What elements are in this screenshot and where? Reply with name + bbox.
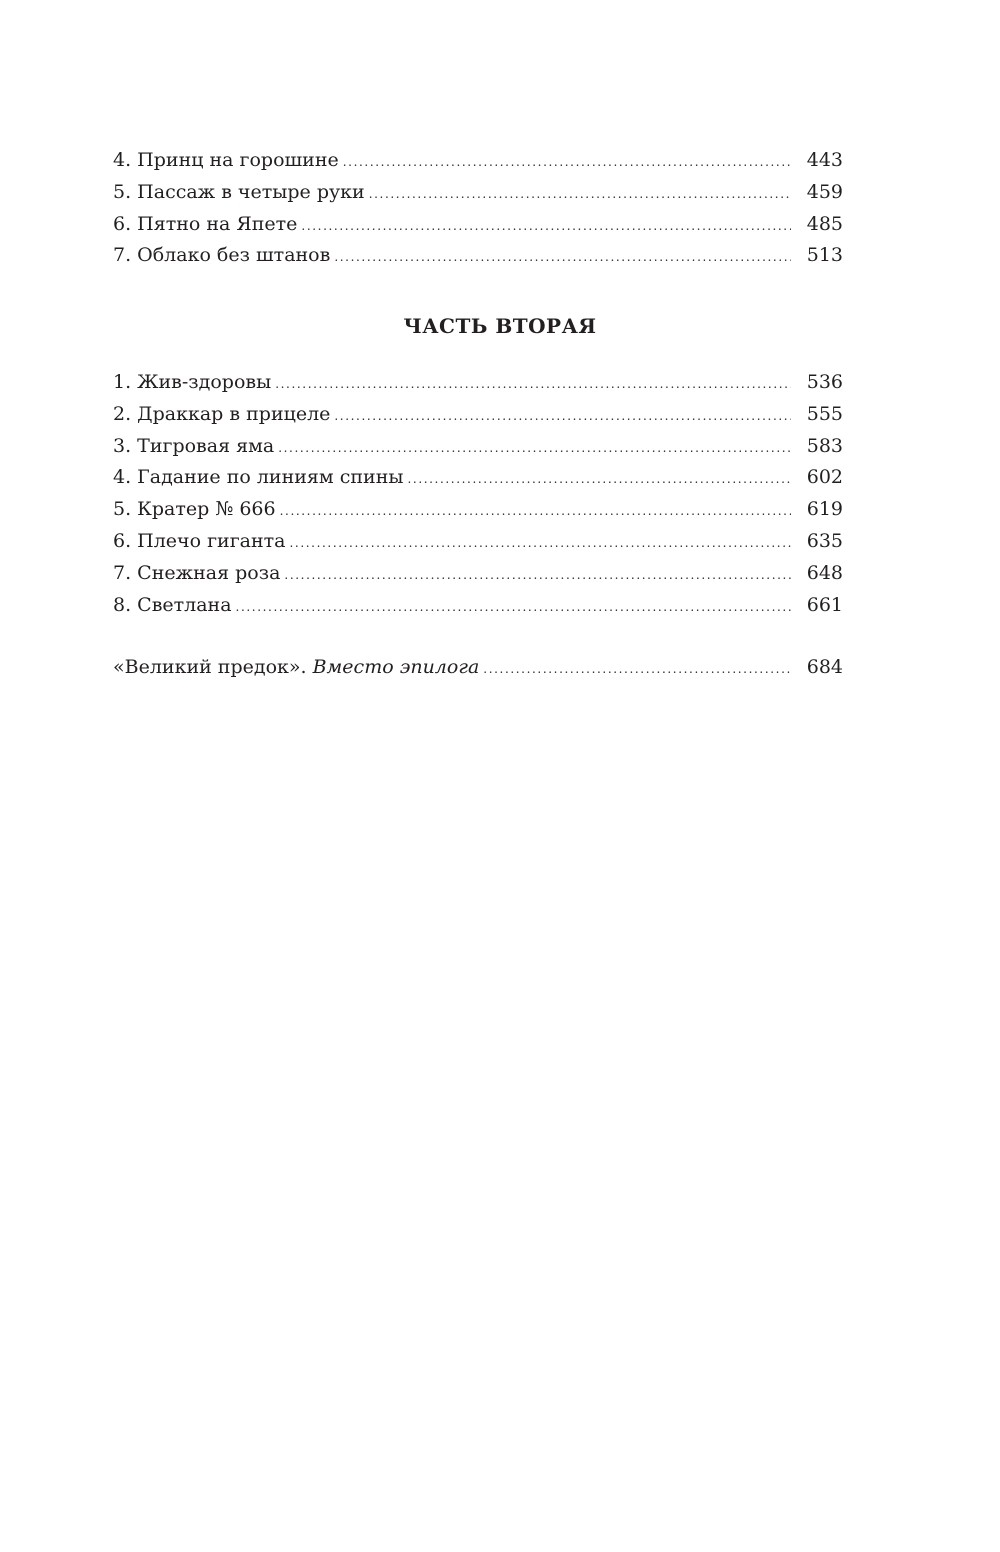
epilogue-title-italic: Вместо эпилога [312,656,480,678]
toc-dot-leader [334,401,791,433]
toc-entry-page: 648 [806,561,843,584]
toc-entry[interactable] [113,526,843,558]
toc-entry[interactable] [113,462,843,494]
toc-dot-leader [343,147,791,179]
toc-entry-title: 1. Жив-здоровы [113,371,272,393]
toc-part-one-tail [113,145,843,272]
toc-entry-title: 6. Плечо гиганта [113,529,286,552]
toc-entry-page: 661 [806,593,843,616]
toc-dot-leader [483,654,791,686]
toc-entry-title: 4. Гадание по линиям спины [113,466,404,489]
toc-entry[interactable] [113,240,843,272]
toc-entry-title: 6. Пятно на Япете [113,212,298,235]
toc-entry-page: 513 [806,244,843,267]
toc-dot-leader [284,560,791,592]
toc-entry-page: 635 [806,529,843,552]
toc-entry-title: 7. Снежная роза [113,561,281,584]
toc-part-two [113,367,843,621]
toc-dot-leader [278,433,791,465]
toc-entry[interactable] [113,145,843,177]
toc-entry-title: 7. Облако без штанов [113,244,331,267]
toc-entry[interactable] [113,209,843,241]
toc-dot-leader [407,464,791,496]
toc-entry-title: 3. Тигровая яма [113,434,275,457]
toc-dot-leader [275,369,791,401]
toc-entry[interactable] [113,399,843,431]
toc-dot-leader [369,179,791,211]
toc-entry-epilogue[interactable] [113,652,843,684]
toc-entry-page: 485 [806,212,843,235]
epilogue-title-main: «Великий предок». [113,656,313,678]
toc-entry-title: 8. Светлана [113,593,232,616]
toc-dot-leader [236,592,791,624]
toc-entry[interactable] [113,558,843,590]
toc-entry-title: 5. Кратер № 666 [113,498,276,521]
toc-entry-title: 2. Драккар в прицеле [113,402,331,425]
toc-dot-leader [290,528,792,560]
toc-entry-page: 443 [806,149,843,171]
toc-entry-title [113,652,479,684]
toc-entry-page: 684 [806,656,843,678]
toc-entry-page: 619 [806,498,843,521]
toc-entry[interactable] [113,177,843,209]
toc-dot-leader [334,242,791,274]
toc-epilogue [113,652,843,684]
toc-entry[interactable] [113,431,843,463]
toc-entry-page: 536 [806,371,843,393]
toc-entry-page: 583 [806,434,843,457]
toc-entry-page: 602 [806,466,843,489]
toc-entry-title: 4. Принц на горошине [113,149,339,171]
toc-entry[interactable] [113,367,843,399]
part-two-heading: ЧАСТЬ ВТОРАЯ [403,314,597,338]
toc-entry-page: 459 [806,180,843,203]
toc-dot-leader [280,496,791,528]
toc-entry-page: 555 [806,402,843,425]
toc-entry-title: 5. Пассаж в четыре руки [113,180,365,203]
toc-entry[interactable] [113,590,843,622]
toc-dot-leader [301,211,791,243]
toc-entry[interactable] [113,494,843,526]
